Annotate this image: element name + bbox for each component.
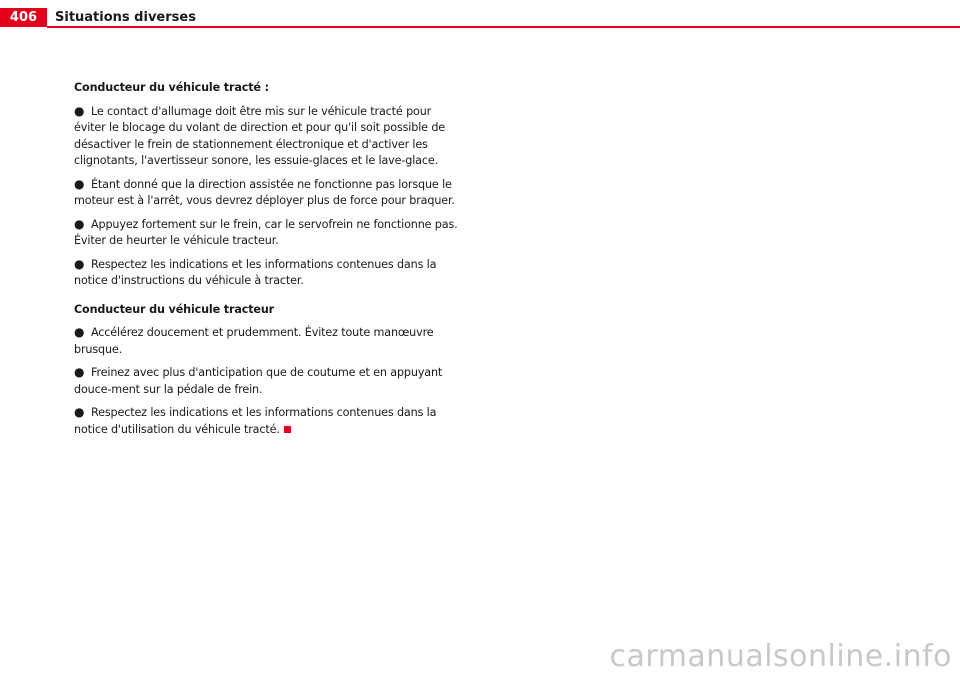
watermark: carmanualsonline.info xyxy=(609,639,952,674)
list-item-text: Respectez les indications et les informations contenues dans la notice d'instructions du véhicule à tracter. xyxy=(74,257,437,287)
list-item xyxy=(74,364,464,398)
bullet-icon: ● xyxy=(74,325,85,339)
list-item xyxy=(74,176,464,210)
section-title-towing-driver: Conducteur du véhicule tracteur xyxy=(74,302,275,316)
page-content xyxy=(74,80,464,444)
list-item-text: Accélérez doucement et prudemment. Évitez toute manœuvre brusque. xyxy=(74,326,434,356)
page-number: 406 xyxy=(0,8,47,27)
list-item xyxy=(74,404,464,438)
bullet-icon: ● xyxy=(74,405,85,419)
bullet-icon: ● xyxy=(74,103,85,118)
list-item-text: Appuyez fortement sur le frein, car le servofrein ne fonctionne pas. Éviter de heurter le véhicule tracteur. xyxy=(74,217,458,247)
list-item xyxy=(74,256,464,290)
list-item-text: Le contact d'allumage doit être mis sur le véhicule tracté pour éviter le blocage du volant de direction et pour qu'il soit possible de désactiver le frein de stationnement électronique et d'activer les clignotants, l'avertisseur sonore, les essuie-glaces et le lave-glace. xyxy=(74,104,445,167)
page-header xyxy=(0,0,960,28)
bullet-icon: ● xyxy=(74,256,85,271)
section-title-towed-driver: Conducteur du véhicule tracté : xyxy=(74,81,269,94)
list-item-text: Respectez les indications et les informations contenues dans la notice d'utilisation du véhicule tracté. xyxy=(74,406,437,436)
chapter-title: Situations diverses xyxy=(55,10,196,25)
list-item xyxy=(74,216,464,250)
bullet-icon: ● xyxy=(74,216,85,231)
list-item xyxy=(74,324,464,358)
header-divider xyxy=(47,26,960,28)
bullet-icon: ● xyxy=(74,365,85,379)
list-item-text: Étant donné que la direction assistée ne fonctionne pas lorsque le moteur est à l'arrêt, vous devrez déployer plus de force pour braquer. xyxy=(74,177,455,207)
end-of-section-icon xyxy=(284,426,291,433)
list-item xyxy=(74,103,464,170)
list-item-text: Freinez avec plus d'anticipation que de coutume et en appuyant douce-ment sur la pédale de frein. xyxy=(74,366,443,396)
bullet-icon: ● xyxy=(74,176,85,191)
